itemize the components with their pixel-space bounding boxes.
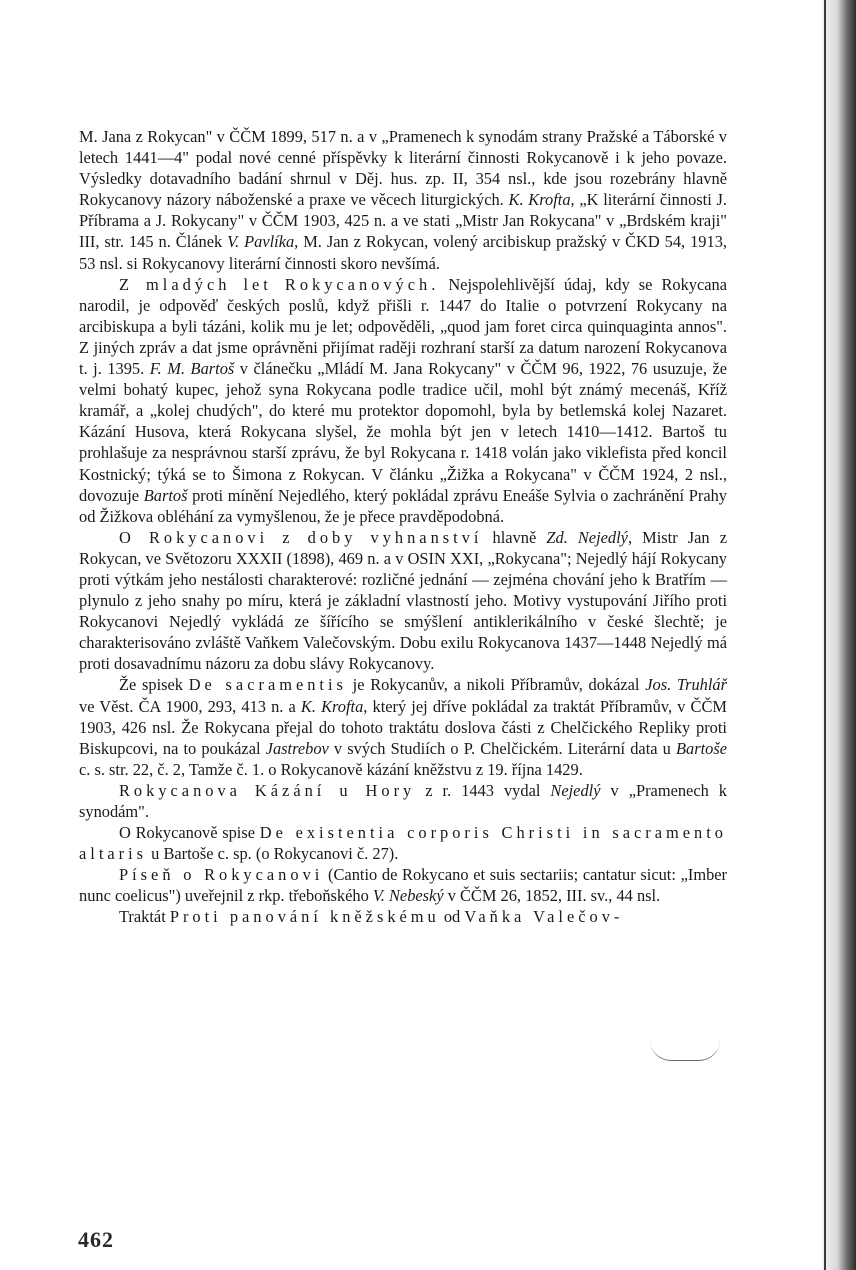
text-run: je Rokycanův, a nikoli Příbramův, dokázal <box>346 675 646 695</box>
paragraph <box>79 864 727 906</box>
text-run: v svých Studiích o P. Chelčickém. Literární data u <box>328 738 676 758</box>
spaced-emphasis: De sacramentis <box>188 675 347 695</box>
paragraph <box>79 527 727 675</box>
text-run: , „K literární činnosti J. Příbrama a J. Rokycany" v ČČM 1903, 425 n. a ve stati „Mistr Jan Rokycana" v „Brdském kraji" III, str. 145 n. Článek <box>79 190 727 252</box>
paragraph <box>79 906 727 927</box>
text-run: od <box>439 907 465 927</box>
book-gutter-shadow <box>822 0 856 1270</box>
spaced-emphasis: Z mladých let Rokycanových. <box>119 274 440 294</box>
paragraph <box>79 274 727 527</box>
spaced-emphasis: Rokycanova Kázání u Hory <box>119 780 416 800</box>
paragraph <box>79 780 727 822</box>
text-run: , M. Jan z Rokycan, volený arcibiskup pražský v ČKD 54, 1913, 53 nsl. si Rokycanovy literární činnosti skoro nevšímá. <box>79 232 727 273</box>
text-run: O Rokycanově spise <box>119 823 260 843</box>
text-run: Nejspolehlivější údaj, kdy se Rokycana narodil, je odpověď českých poslů, když přišli r. 1447 do Italie o potvrzení Rokycany na arcibiskupa a byli tázáni, kolik mu je let; odpověděli, „quod jam foret circa quinquaginta annos". Z jiných zpráv a dat jsme oprávněni přijímat raději rozhraní starší za datum narození Rokycanova t. j. 1395. <box>79 274 728 379</box>
italic-name: Jos. Truhlář <box>645 675 727 695</box>
italic-name: Jastrebov <box>265 738 329 758</box>
pencil-underline-mark <box>650 1040 720 1061</box>
text-run: z r. 1443 vydal <box>415 780 551 800</box>
spaced-emphasis: Proti panování kněžskému <box>169 907 440 927</box>
italic-name: K. Krofta <box>508 190 571 210</box>
spaced-emphasis: De existentia corporis Christi in sacramento altaris <box>79 823 728 864</box>
text-run: v ČČM 26, 1852, III. sv., 44 nsl. <box>443 886 661 906</box>
italic-name: K. Krofta <box>300 696 364 716</box>
italic-name: Bartoše <box>675 738 727 758</box>
page-number: 462 <box>78 1227 114 1252</box>
italic-name: F. M. Bartoš <box>149 359 235 379</box>
paragraph <box>79 822 727 864</box>
text-run: Traktát <box>119 907 170 927</box>
italic-name: V. Nebeský <box>372 886 444 906</box>
text-run: (Cantio de Rokycano et suis sectariis; cantatur sicut: „Imber nunc coelicus") uveřejnil z rkp. třeboňského <box>79 865 728 906</box>
text-run: hlavně <box>482 527 547 547</box>
text-run: v článečku „Mládí M. Jana Rokycany" v ČČM 96, 1922, 76 usuzuje, že velmi bohatý kupec, jehož syna Rokycana podle tradice učil, mohl být známý mecenáš, Kříž kramář, a „kolej chudých", do které mu protektor dopomohl, byla by betlemská kolej Nazaret. Kázání Husova, která Rokycana slyšel, že mohla být jen v letech 1410—1412. Bartoš tu prohlašuje za nesprávnou starší zprávu, že byl Rokycana r. 1418 volán jako viklefista před koncil Kostnický; týká se to Šimona z Rokycan. V článku „Žižka a Rokycana" v ČČM 1924, 2 nsl., dovozuje <box>79 359 728 505</box>
text-run: , který jej dříve pokládal za traktát Příbramův, v ČČM 1903, 426 nsl. Že Rokycana přejal do tohoto traktátu doslova části z Chelčického Repliky proti Biskupcovi, na to poukázal <box>79 696 727 758</box>
spaced-emphasis: Vaňka Valečov- <box>464 907 624 927</box>
text-run: c. s. str. 22, č. 2, Tamže č. 1. o Rokycanově kázání kněžstvu z 19. října 1429. <box>79 759 583 779</box>
paragraph <box>79 126 727 274</box>
text-run: Že spisek <box>119 675 189 695</box>
text-run: , Mistr Jan z Rokycan, ve Světozoru XXXII (1898), 469 n. a v OSIN XXI, „Rokycana"; Nejedlý hájí Rokycany proti výtkám jeho nestálosti charakterové: rozličné jednání — zejména chování jeho k Bratřím — plynulo z jeho snahy po míru, která je základní vlastností jeho. Motivy vystupování Jiřího proti Rokycanovi Nejedlý vykládá ze šířícího se smýšlení antiklerikálního v české šlechtě; je charakterisováno zvláště Vaňkem Valečovským. Dobu exilu Rokycanova 1437—1448 Nejedlý má proti dosavadnímu názoru za dobu slávy Rokycanovy. <box>79 527 727 674</box>
italic-name: Zd. Nejedlý <box>546 527 628 547</box>
text-run: ve Věst. ČA 1900, 293, 413 n. a <box>79 696 301 716</box>
spaced-emphasis: O Rokycanovi z doby vyhnanství <box>119 527 483 547</box>
paragraph <box>79 674 727 779</box>
text-run: v „Pramenech k synodám". <box>79 780 727 821</box>
body-text <box>79 126 727 928</box>
italic-name: Bartoš <box>143 485 188 505</box>
page-edge-line <box>824 0 826 1270</box>
text-run: proti mínění Nejedlého, který pokládal zprávu Eneáše Sylvia o zachránění Prahy od Žižkova obléhání za vymyšlenou, že je přece pravděpodobná. <box>79 485 727 526</box>
italic-name: Nejedlý <box>550 780 601 800</box>
text-run: M. Jana z Rokycan" v ČČM 1899, 517 n. a v „Pramenech k synodám strany Pražské a Táborské v letech 1441—4" podal nové cenné příspěvky k literární činnosti Rokycanově i k jeho povaze. Výsledky dotavadního badání shrnul v Děj. hus. zp. II, 354 nsl., kde jsou rozebrány hlavně Rokycanovy názory náboženské a praxe ve věcech liturgických. <box>79 127 727 210</box>
italic-name: V. Pavlíka <box>227 232 295 252</box>
spaced-emphasis: Píseň o Rokycanovi <box>119 865 324 885</box>
text-run: u Bartoše c. sp. (o Rokycanovi č. 27). <box>147 844 399 864</box>
